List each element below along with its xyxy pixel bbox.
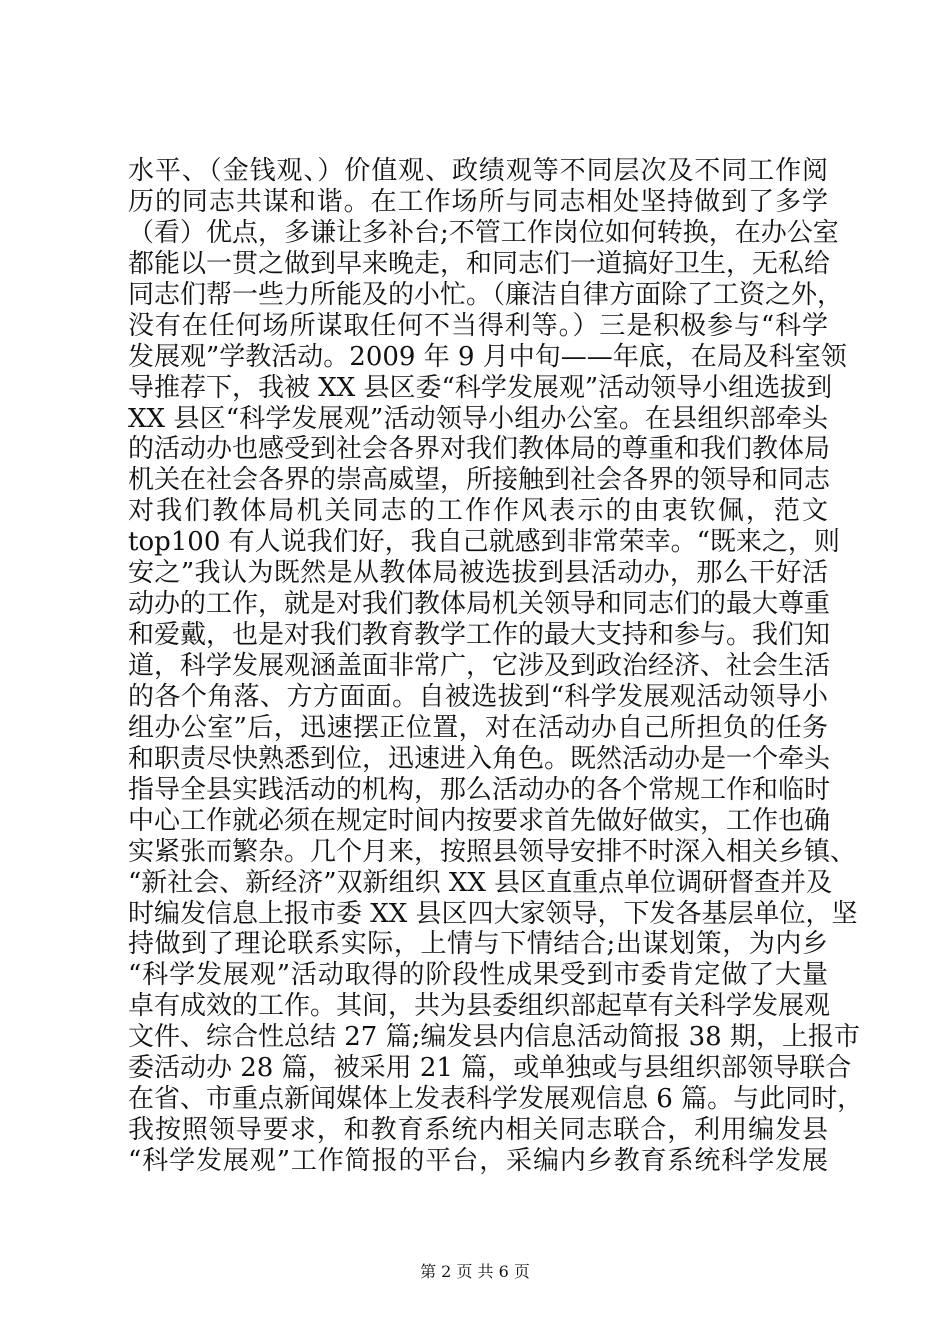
text-line: 和爱戴，也是对我们教育教学工作的最大支持和参与。我们知 [128,620,831,651]
text-line: 水平、（金钱观、）价值观、政绩观等不同层次及不同工作阅 [128,156,828,186]
text-line: 道，科学发展观涵盖面非常广，它涉及到政治经济、社会生活 [128,651,831,681]
text-line: 历的同志共谋和谐。在工作场所与同志相处坚持做到了多学 [128,186,828,217]
text-line: 指导全县实践活动的机构，那么活动办的各个常规工作和临时 [128,774,831,805]
text-line: 我按照领导要求，和教育系统内相关同志联合，利用编发县 [128,1115,828,1146]
page-number-footer: 第 2 页 共 6 页 [420,1262,530,1281]
text-line: top100 有人说我们好，我自己就感到非常荣幸。“既来之，则 [128,527,840,558]
text-line: 发展观”学教活动。2009 年 9 月中旬——年底，在局及科室领 [128,341,847,372]
text-line: 没有在任何场所谋取任何不当得利等。）三是积极参与“科学 [128,310,828,341]
text-line: 卓有成效的工作。其间，共为县委组织部起草有关科学发展观 [128,991,831,1022]
text-line: 同志们帮一些力所能及的小忙。（廉洁自律方面除了工资之外， [128,279,844,310]
text-line: 在省、市重点新闻媒体上发表科学发展观信息 6 篇。与此同时， [128,1084,864,1115]
text-line: XX 县区“科学发展观”活动领导小组办公室。在县组织部牵头 [128,403,828,434]
body-text [128,156,864,1177]
text-line: 的活动办也感受到社会各界对我们教体局的尊重和我们教体局 [128,434,831,465]
text-line: 实紧张而繁杂。几个月来，按照县领导安排不时深入相关乡镇、 [128,836,857,867]
text-line: （看）优点，多谦让多补台;不管工作岗位如何转换，在办公室 [128,217,839,248]
text-line: 和职责尽快熟悉到位，迅速进入角色。既然活动办是一个牵头 [128,743,831,774]
text-line: 委活动办 28 篇，被采用 21 篇，或单独或与县组织部领导联合 [128,1053,852,1084]
text-line: “新社会、新经济”双新组织 XX 县区直重点单位调研督查并及 [128,867,833,898]
text-line: 中心工作就必须在规定时间内按要求首先做好做实，工作也确 [128,805,831,836]
text-line: 安之”我认为既然是从教体局被选拔到县活动办，那么干好活 [128,558,828,589]
text-line: 对我们教体局机关同志的工作作风表示的由衷钦佩，范文 [128,496,828,527]
text-line: 持做到了理论联系实际，上情与下情结合;出谋划策，为内乡 [128,929,828,960]
text-line: “科学发展观”工作简报的平台，采编内乡教育系统科学发展 [128,1146,828,1176]
text-line: 导推荐下，我被 XX 县区委“科学发展观”活动领导小组选拔到 [128,372,833,403]
text-line: 文件、综合性总结 27 篇;编发县内信息活动简报 38 期，上报市 [128,1022,860,1053]
text-line: 都能以一贯之做到早来晚走，和同志们一道搞好卫生，无私给 [128,248,831,279]
text-line: 机关在社会各界的崇高威望，所接触到社会各界的领导和同志 [128,465,831,496]
text-line: “科学发展观”活动取得的阶段性成果受到市委肯定做了大量 [128,960,828,991]
text-line: 的各个角落、方方面面。自被选拔到“科学发展观活动领导小 [128,681,828,712]
text-line: 动办的工作，就是对我们教体局机关领导和同志们的最大尊重 [128,589,831,620]
text-line: 组办公室”后，迅速摆正位置，对在活动办自己所担负的任务 [128,712,828,743]
text-line: 时编发信息上报市委 XX 县区四大家领导，下发各基层单位，坚 [128,898,858,929]
